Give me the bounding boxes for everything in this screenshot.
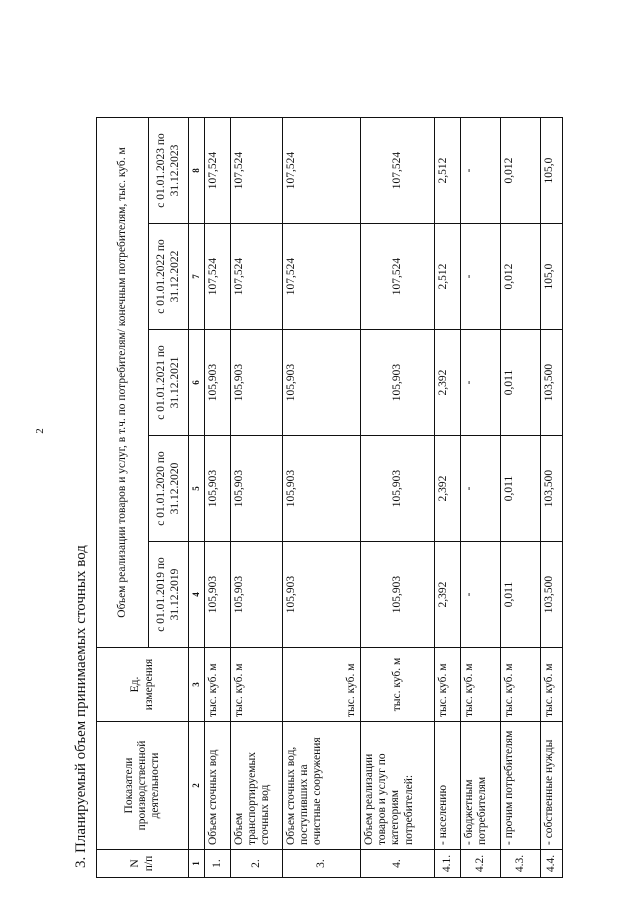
row-value: 107,524 — [361, 224, 435, 330]
rotated-page-content — [58, 28, 618, 888]
row-value: 0,011 — [501, 330, 541, 436]
column-index: 6 — [189, 330, 205, 436]
row-value: 107,524 — [361, 118, 435, 224]
row-unit: тыс. куб. м — [283, 648, 361, 722]
row-value: - — [461, 330, 501, 436]
header-indicator: Показатели производственной деятельности — [97, 722, 189, 850]
row-number: 4.4. — [541, 850, 563, 878]
row-value: 2,392 — [435, 436, 461, 542]
row-value: - — [461, 224, 501, 330]
row-unit: тыс. куб. м — [231, 648, 283, 722]
row-indicator: Объем сточных вод — [205, 722, 231, 850]
row-unit: тыс. куб. м — [435, 648, 461, 722]
row-indicator: - прочим потребителям — [501, 722, 541, 850]
row-number: 4.2. — [461, 850, 501, 878]
row-indicator: - населению — [435, 722, 461, 850]
row-value: 107,524 — [283, 118, 361, 224]
row-unit: тыс. куб. м — [541, 648, 563, 722]
row-unit: тыс. куб. м — [361, 648, 435, 722]
row-value: 105,0 — [541, 118, 563, 224]
row-value: 105,903 — [361, 542, 435, 648]
section-title: 3. Планируемый объем принимаемых сточных вод — [73, 545, 89, 868]
row-unit: тыс. куб. м — [461, 648, 501, 722]
row-value: 105,903 — [283, 542, 361, 648]
column-index: 7 — [189, 224, 205, 330]
row-value: 0,012 — [501, 224, 541, 330]
column-index: 4 — [189, 542, 205, 648]
header-period: с 01.01.2020 по 31.12.2020 — [149, 436, 189, 542]
row-indicator: - бюджетным потребителям — [461, 722, 501, 850]
row-value: 105,903 — [205, 542, 231, 648]
row-number: 4.1. — [435, 850, 461, 878]
wastewater-volume-table — [96, 117, 563, 878]
page-number: 2 — [33, 428, 46, 434]
header-period: с 01.01.2022 по 31.12.2022 — [149, 224, 189, 330]
row-value: 105,903 — [361, 436, 435, 542]
table-row — [283, 118, 361, 878]
header-volume-group: Объем реализации товаров и услуг, в т.ч. по потребителям/ конечным потребителям, тыс. куб. м — [97, 118, 149, 648]
row-value: 107,524 — [205, 118, 231, 224]
row-value: 103,500 — [541, 542, 563, 648]
table-row — [541, 118, 563, 878]
header-unit: Ед. измерения — [97, 648, 189, 722]
table-row — [461, 118, 501, 878]
row-value: 0,011 — [501, 436, 541, 542]
table-row — [231, 118, 283, 878]
row-value: 105,903 — [283, 436, 361, 542]
row-indicator: - собственные нужды — [541, 722, 563, 850]
row-unit: тыс. куб. м — [501, 648, 541, 722]
table-row — [501, 118, 541, 878]
row-value: 105,903 — [361, 330, 435, 436]
column-index: 3 — [189, 648, 205, 722]
row-value: 107,524 — [231, 118, 283, 224]
row-number: 4.3. — [501, 850, 541, 878]
row-value: 107,524 — [205, 224, 231, 330]
row-value: 105,903 — [205, 436, 231, 542]
row-value: 2,512 — [435, 224, 461, 330]
header-period: с 01.01.2019 по 31.12.2019 — [149, 542, 189, 648]
row-value: - — [461, 118, 501, 224]
row-number: 1. — [205, 850, 231, 878]
row-value: 105,903 — [283, 330, 361, 436]
row-number: 2. — [231, 850, 283, 878]
row-value: 0,011 — [501, 542, 541, 648]
header-period: с 01.01.2023 по 31.12.2023 — [149, 118, 189, 224]
header-period: с 01.01.2021 по 31.12.2021 — [149, 330, 189, 436]
column-index: 2 — [189, 722, 205, 850]
row-value: 2,392 — [435, 542, 461, 648]
column-index: 5 — [189, 436, 205, 542]
column-index: 8 — [189, 118, 205, 224]
row-indicator: Объем реализации товаров и услуг по категориям потребителей: — [361, 722, 435, 850]
row-number: 3. — [283, 850, 361, 878]
row-value: 105,903 — [231, 542, 283, 648]
row-indicator: Объем сточных вод, поступивших на очистные сооружения — [283, 722, 361, 850]
row-value: 105,903 — [205, 330, 231, 436]
row-value: - — [461, 542, 501, 648]
row-value: 2,392 — [435, 330, 461, 436]
header-number: N п/п — [97, 850, 189, 878]
row-value: - — [461, 436, 501, 542]
row-indicator: Объем транспортируемых сточных вод — [231, 722, 283, 850]
row-value: 105,0 — [541, 224, 563, 330]
row-value: 2,512 — [435, 118, 461, 224]
row-unit: тыс. куб. м — [205, 648, 231, 722]
row-value: 103,500 — [541, 436, 563, 542]
row-value: 107,524 — [283, 224, 361, 330]
table-row — [435, 118, 461, 878]
row-value: 105,903 — [231, 330, 283, 436]
table-row — [361, 118, 435, 878]
row-value: 107,524 — [231, 224, 283, 330]
row-value: 0,012 — [501, 118, 541, 224]
column-index: 1 — [189, 850, 205, 878]
row-value: 103,500 — [541, 330, 563, 436]
table-row — [205, 118, 231, 878]
row-value: 105,903 — [231, 436, 283, 542]
row-number: 4. — [361, 850, 435, 878]
